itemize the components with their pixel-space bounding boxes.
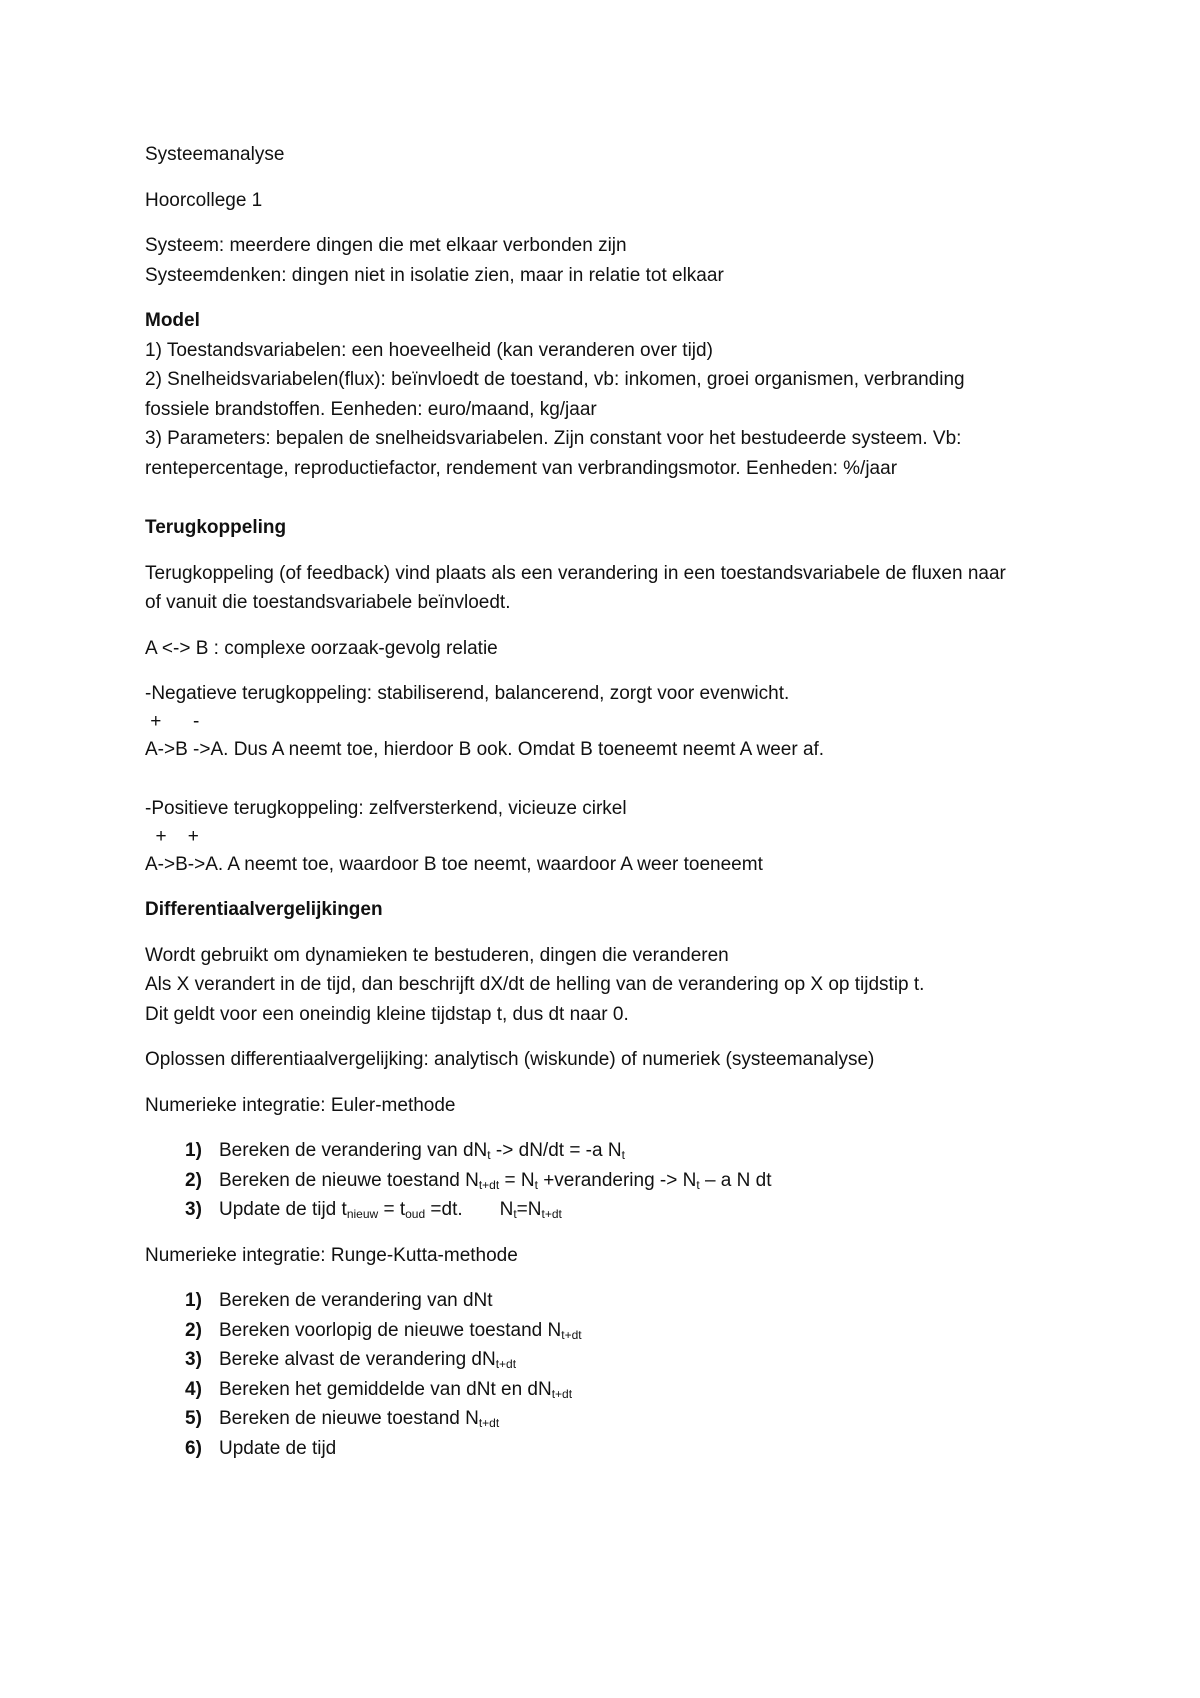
model-line: 2) Snelheidsvariabelen(flux): beïnvloedt de toestand, vb: inkomen, groei organismen, verbranding bbox=[145, 369, 965, 390]
section-heading-model: Model bbox=[145, 310, 200, 331]
positive-feedback-title: -Positieve terugkoppeling: zelfversterkend, vicieuze cirkel bbox=[145, 798, 627, 819]
step-text: Bereken voorlopig de nieuwe toestand $N_{t+dt}$ bbox=[219, 1319, 582, 1342]
euler-steps bbox=[145, 1136, 1085, 1225]
negative-feedback-signs: + - bbox=[145, 710, 200, 732]
definition-system-thinking: Systeemdenken: dingen niet in isolatie zien, maar in relatie tot elkaar bbox=[145, 264, 724, 286]
section-heading-differential: Differentiaalvergelijkingen bbox=[145, 899, 383, 920]
document-body bbox=[145, 140, 1085, 1463]
step-text: Bereken de nieuwe toestand $N_{t+dt} = N_t$ +verandering -> $N_t$ – a N dt bbox=[219, 1169, 772, 1192]
runge-kutta-steps bbox=[145, 1286, 1085, 1463]
feedback-intro-line: Terugkoppeling (of feedback) vind plaats als een verandering in een toestandsvariabele de fluxen naar bbox=[145, 562, 1006, 584]
list-item: 1) Bereken de verandering van $dN_t -> dN/dt = -a$ $N_t$ bbox=[185, 1136, 1085, 1166]
differential-line: Dit geldt voor een oneindig kleine tijdstap t, dus dt naar 0. bbox=[145, 1003, 629, 1025]
step-text: Update de tijd bbox=[219, 1437, 337, 1459]
step-text: Update de tijd $t_{nieuw} = t_{oud} =dt$. $N_t=N_{t+dt}$ bbox=[219, 1199, 562, 1221]
differential-line: Wordt gebruikt om dynamieken te bestuderen, dingen die veranderen bbox=[145, 944, 729, 966]
negative-feedback-example: A->B ->A. Dus A neemt toe, hierdoor B ook. Omdat B toeneemt neemt A weer af. bbox=[145, 738, 825, 760]
model-line: 3) Parameters: bepalen de snelheidsvariabelen. Zijn constant voor het bestudeerde systeem. Vb: bbox=[145, 428, 962, 449]
runge-kutta-heading: Numerieke integratie: Runge-Kutta-methode bbox=[145, 1244, 518, 1266]
list-item: 5) Bereken de nieuwe toestand $N_{t+dt}$ bbox=[185, 1404, 1085, 1434]
positive-feedback-example: A->B->A. A neemt toe, waardoor B toe neemt, waardoor A weer toeneemt bbox=[145, 853, 763, 875]
model-line: 1) Toestandsvariabelen: een hoeveelheid (kan veranderen over tijd) bbox=[145, 339, 713, 361]
differential-solve: Oplossen differentiaalvergelijking: analytisch (wiskunde) of numeriek (systeemanalyse) bbox=[145, 1049, 875, 1070]
model-line: fossiele brandstoffen. Eenheden: euro/maand, kg/jaar bbox=[145, 398, 597, 420]
list-item: 2) Bereken de nieuwe toestand $N_{t+dt} = N_t$ +verandering -> $N_t$ – a N dt bbox=[185, 1166, 1085, 1196]
step-text: Bereken de verandering van $dN_t -> dN/dt = -a$ $N_t$ bbox=[219, 1140, 625, 1162]
section-heading-feedback: Terugkoppeling bbox=[145, 517, 287, 538]
list-item: 3) Update de tijd $t_{nieuw} = t_{oud} =dt$. $N_t=N_{t+dt}$ bbox=[185, 1195, 1085, 1225]
list-item: 1) Bereken de verandering van dNt bbox=[185, 1286, 1085, 1316]
lecture-label: Hoorcollege 1 bbox=[145, 189, 263, 211]
positive-feedback-signs: + + bbox=[145, 825, 199, 847]
step-text: Bereke alvast de verandering $dN_{t+dt}$ bbox=[219, 1349, 517, 1371]
list-item: 2) Bereken voorlopig de nieuwe toestand $N_{t+dt}$ bbox=[185, 1316, 1085, 1346]
differential-line: Als X verandert in de tijd, dan beschrijft dX/dt de helling van de verandering op X op tijdstip t. bbox=[145, 974, 925, 995]
negative-feedback-title: -Negatieve terugkoppeling: stabiliserend, balancerend, zorgt voor evenwicht. bbox=[145, 683, 790, 704]
step-text: Bereken het gemiddelde van dNt en $dN_{t+dt}$ bbox=[219, 1378, 573, 1401]
list-item: 4) Bereken het gemiddelde van dNt en $dN_{t+dt}$ bbox=[185, 1375, 1085, 1405]
definition-system: Systeem: meerdere dingen die met elkaar verbonden zijn bbox=[145, 235, 627, 256]
step-text: Bereken de nieuwe toestand $N_{t+dt}$ bbox=[219, 1408, 500, 1430]
document-title: Systeemanalyse bbox=[145, 144, 285, 165]
feedback-intro-line: of vanuit die toestandsvariabele beïnvloedt. bbox=[145, 592, 511, 613]
model-line: rentepercentage, reproductiefactor, rendement van verbrandingsmotor. Eenheden: %/jaar bbox=[145, 457, 898, 479]
list-item: 3) Bereke alvast de verandering $dN_{t+dt}$ bbox=[185, 1345, 1085, 1375]
step-text: Bereken de verandering van dNt bbox=[219, 1290, 493, 1311]
list-item: 6) Update de tijd bbox=[185, 1434, 1085, 1464]
feedback-relation: A <-> B : complexe oorzaak-gevolg relatie bbox=[145, 637, 498, 659]
euler-heading: Numerieke integratie: Euler-methode bbox=[145, 1094, 456, 1116]
